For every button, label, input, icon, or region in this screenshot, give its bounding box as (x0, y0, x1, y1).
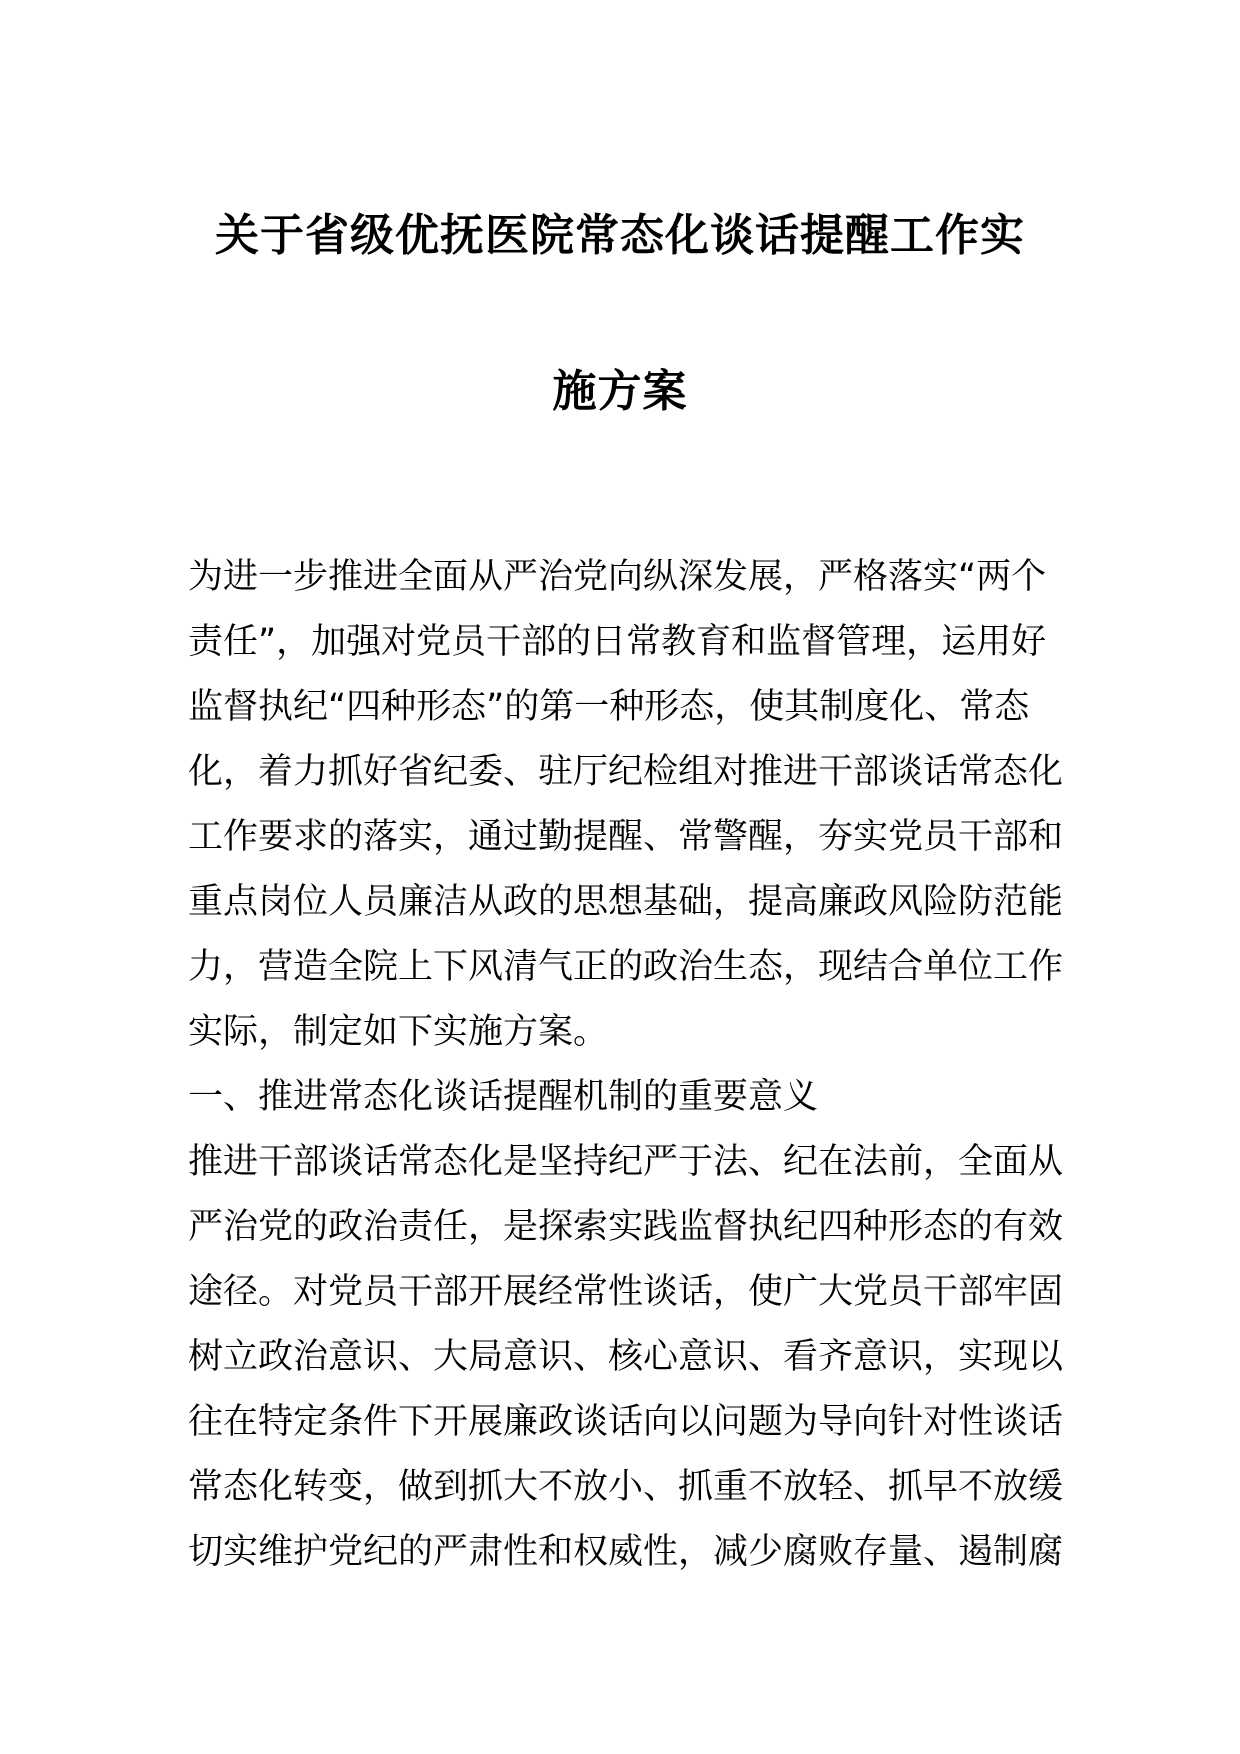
paragraph-line: 严治党的政治责任，是探索实践监督执纪四种形态的有效 (188, 1207, 1064, 1247)
paragraph-line: 途径。对党员干部开展经常性谈话，使广大党员干部牢固 (188, 1272, 1064, 1312)
paragraph-line: 切实维护党纪的严肃性和权威性，减少腐败存量、遏制腐 (188, 1532, 1064, 1572)
paragraph-line: 责任”，加强对党员干部的日常教育和监督管理，运用好 (188, 622, 1047, 662)
section-paragraph (188, 1130, 1064, 1585)
paragraph-line: 往在特定条件下开展廉政谈话向以问题为导向针对性谈话 (188, 1402, 1064, 1442)
paragraph-line: 监督执纪“四种形态”的第一种形态，使其制度化、常态 (188, 687, 1030, 727)
paragraph-line: 重点岗位人员廉洁从政的思想基础，提高廉政风险防范能 (188, 882, 1064, 922)
document-title-line-2: 施方案 (552, 366, 688, 417)
paragraph-line: 树立政治意识、大局意识、核心意识、看齐意识，实现以 (188, 1337, 1064, 1377)
paragraph-line: 推进干部谈话常态化是坚持纪严于法、纪在法前，全面从 (188, 1142, 1064, 1182)
paragraph-line: 工作要求的落实，通过勤提醒、常警醒，夯实党员干部和 (188, 817, 1064, 857)
paragraph-line: 化，着力抓好省纪委、驻厅纪检组对推进干部谈话常态化 (188, 752, 1064, 792)
document-title-line-1: 关于省级优抚医院常态化谈话提醒工作实 (215, 210, 1025, 261)
intro-paragraph (188, 545, 1064, 1065)
paragraph-line: 为进一步推进全面从严治党向纵深发展，严格落实“两个 (188, 557, 1047, 597)
paragraph-line: 力，营造全院上下风清气正的政治生态，现结合单位工作 (188, 947, 1064, 987)
paragraph-line: 常态化转变，做到抓大不放小、抓重不放轻、抓早不放缓 (188, 1467, 1064, 1507)
paragraph-line: 实际，制定如下实施方案。 (188, 1012, 609, 1052)
section-heading: 一、推进常态化谈话提醒机制的重要意义 (188, 1077, 819, 1117)
